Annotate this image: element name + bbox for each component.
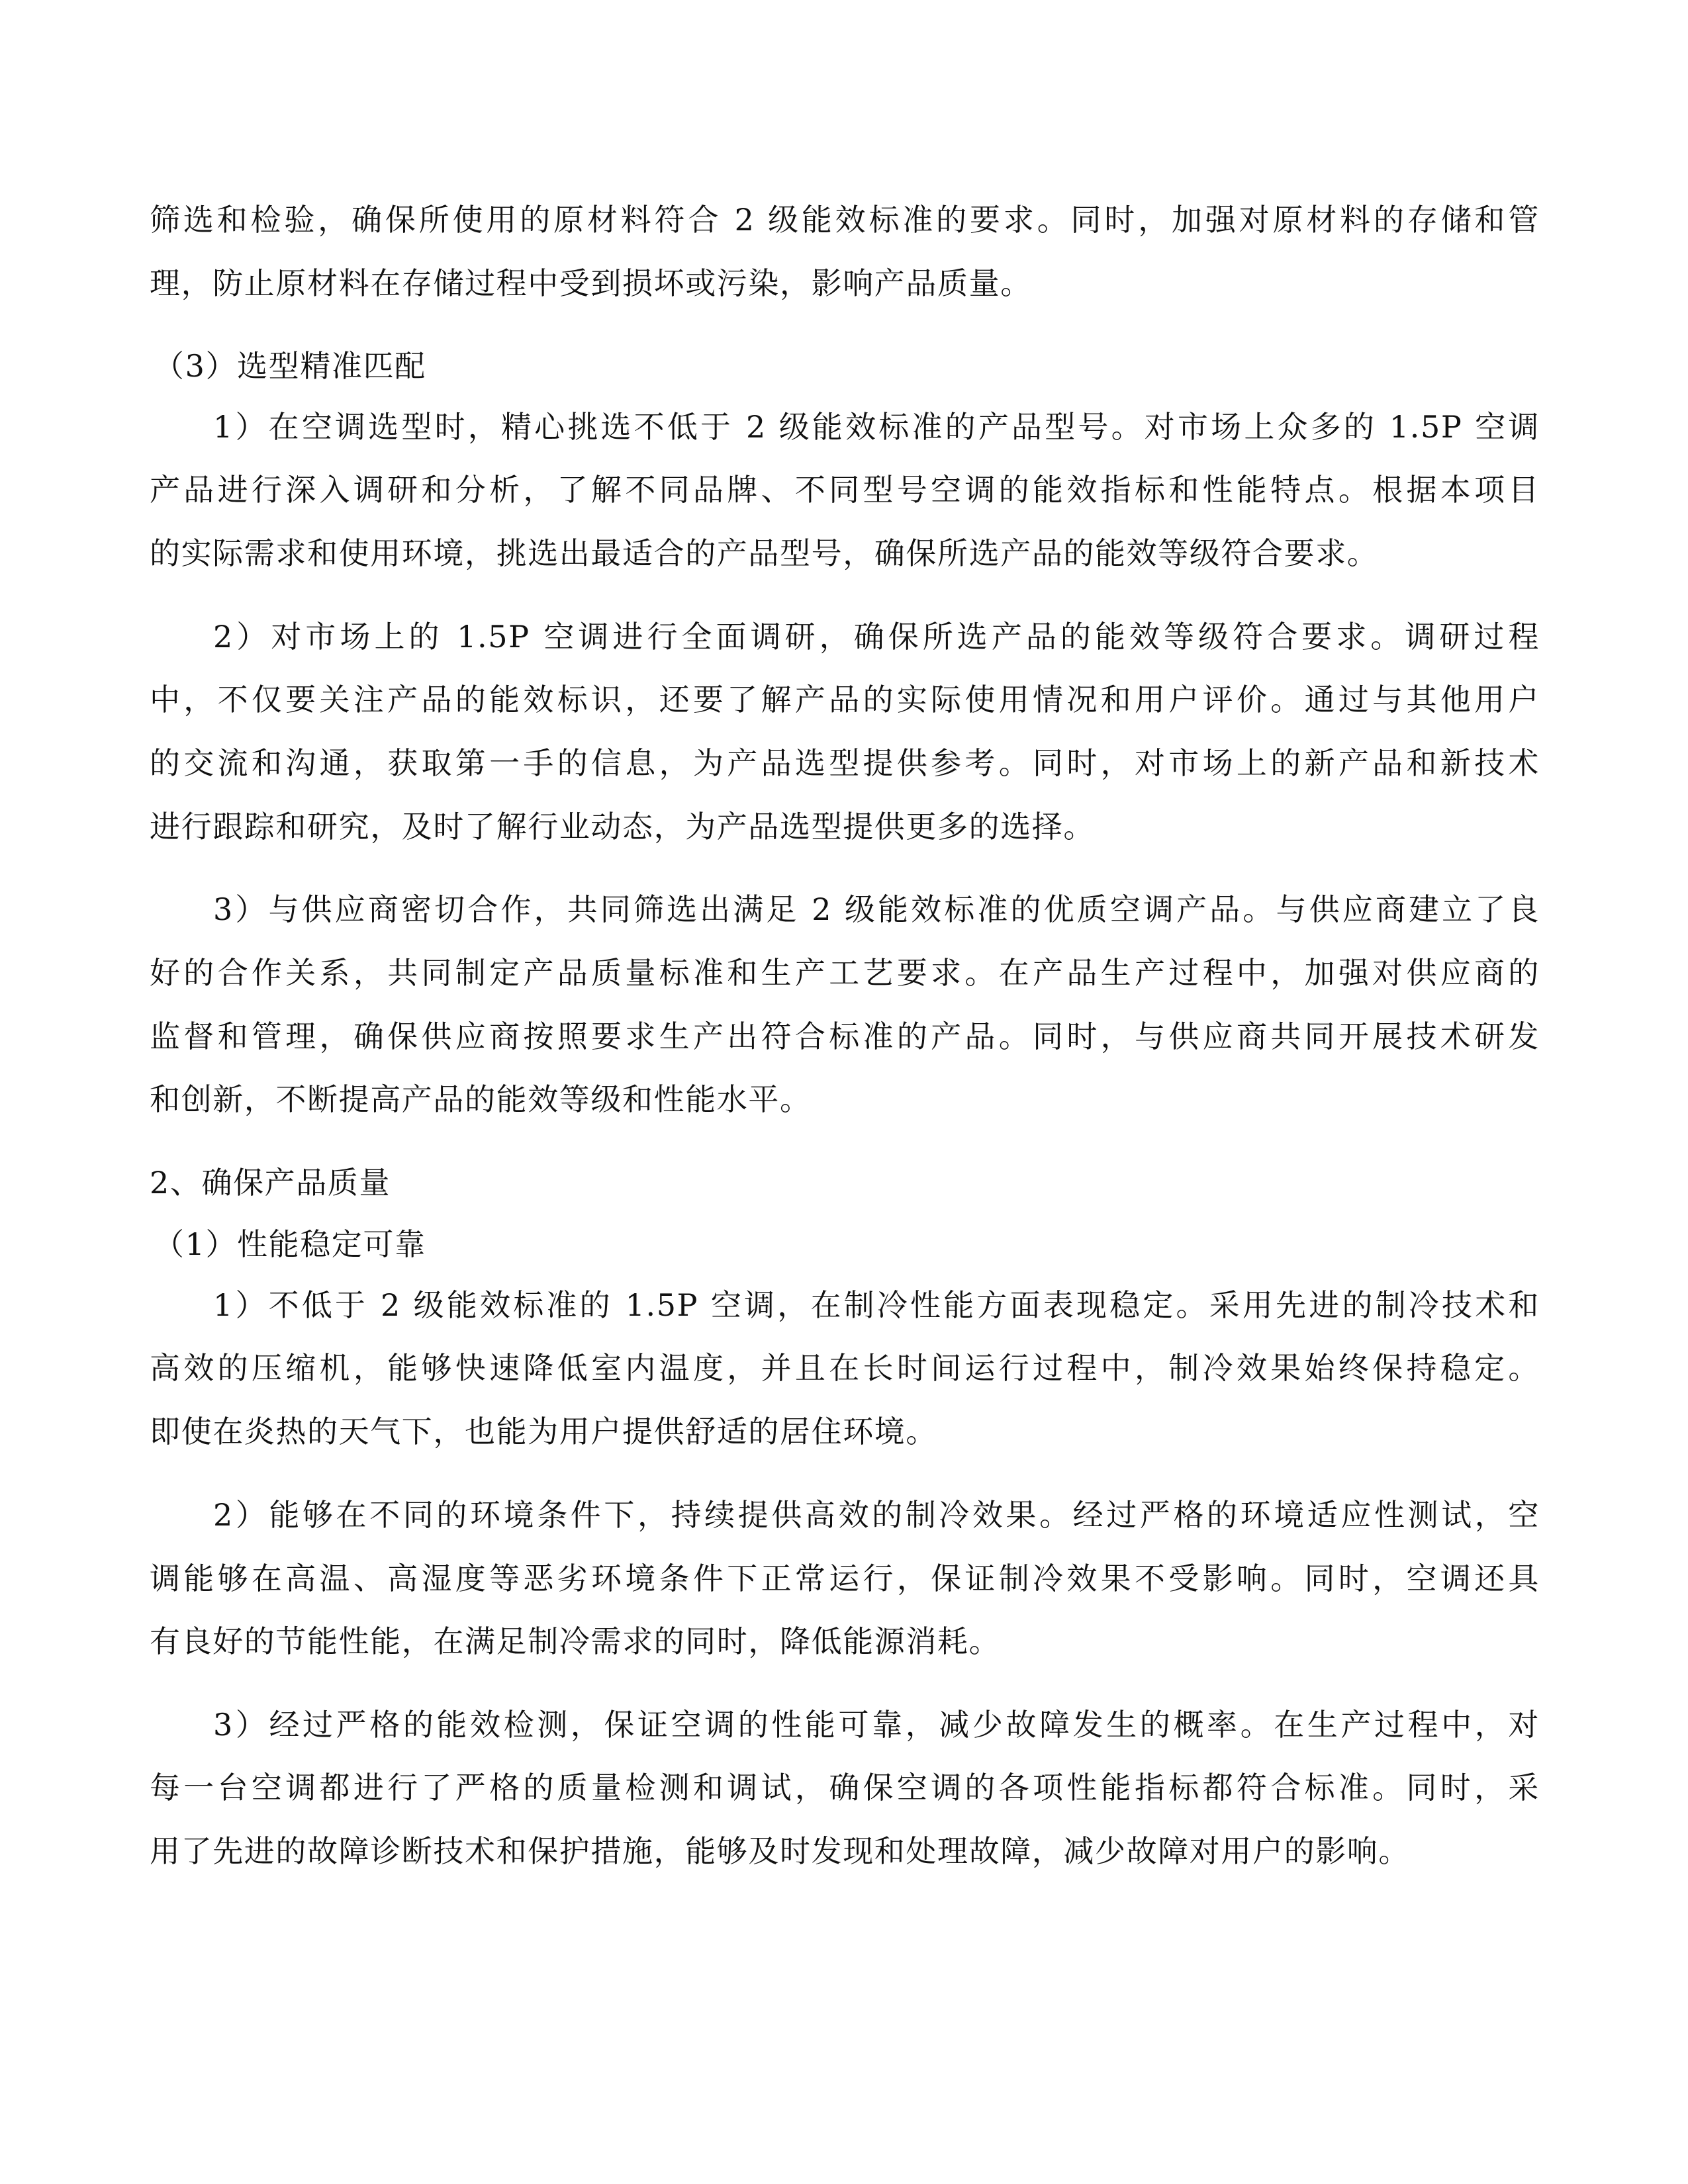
text-line: 产品进行深入调研和分析，了解不同品牌、不同型号空调的能效指标和性能特点。根据本项目 xyxy=(150,472,1540,508)
text-line: 即使在炎热的天气下，也能为用户提供舒适的居住环境。 xyxy=(150,1414,937,1449)
text-line: 3）经过严格的能效检测，保证空调的性能可靠，减少故障发生的概率。在生产过程中，对 xyxy=(213,1707,1540,1743)
text-line: 1）不低于 2 级能效标准的 1.5P 空调，在制冷性能方面表现稳定。采用先进的制冷技术和 xyxy=(213,1287,1540,1323)
text-line: 监督和管理，确保供应商按照要求生产出符合标准的产品。同时，与供应商共同开展技术研发 xyxy=(150,1019,1540,1054)
section-heading-ensure-quality: 2、确保产品质量 xyxy=(150,1165,391,1201)
text-line: 3）与供应商密切合作，共同筛选出满足 2 级能效标准的优质空调产品。与供应商建立了良 xyxy=(213,891,1540,927)
text-line: 高效的压缩机，能够快速降低室内温度，并且在长时间运行过程中，制冷效果始终保持稳定。 xyxy=(150,1350,1540,1386)
text-line: 有良好的节能性能，在满足制冷需求的同时，降低能源消耗。 xyxy=(150,1623,1001,1659)
text-line: 中，不仅要关注产品的能效标识，还要了解产品的实际使用情况和用户评价。通过与其他用户 xyxy=(150,682,1540,717)
text-line: 的交流和沟通，获取第一手的信息，为产品选型提供参考。同时，对市场上的新产品和新技术 xyxy=(150,745,1540,781)
text-line: 筛选和检验，确保所使用的原材料符合 2 级能效标准的要求。同时，加强对原材料的存储和管 xyxy=(150,202,1540,238)
text-line: 2）对市场上的 1.5P 空调进行全面调研，确保所选产品的能效等级符合要求。调研过程 xyxy=(213,619,1540,655)
text-line: 好的合作关系，共同制定产品质量标准和生产工艺要求。在产品生产过程中，加强对供应商的 xyxy=(150,955,1540,991)
text-line: 每一台空调都进行了严格的质量检测和调试，确保空调的各项性能指标都符合标准。同时，采 xyxy=(150,1770,1540,1805)
text-line: 的实际需求和使用环境，挑选出最适合的产品型号，确保所选产品的能效等级符合要求。 xyxy=(150,535,1379,571)
text-line: 进行跟踪和研究，及时了解行业动态，为产品选型提供更多的选择。 xyxy=(150,809,1095,844)
subsection-heading-stable-reliable: （1）性能稳定可靠 xyxy=(154,1226,426,1262)
text-line: 和创新，不断提高产品的能效等级和性能水平。 xyxy=(150,1081,812,1117)
text-line: 1）在空调选型时，精心挑选不低于 2 级能效标准的产品型号。对市场上众多的 1.5P 空调 xyxy=(213,409,1540,445)
section-heading-selection-matching: （3）选型精准匹配 xyxy=(154,348,426,384)
text-line: 2）能够在不同的环境条件下，持续提供高效的制冷效果。经过严格的环境适应性测试，空 xyxy=(213,1497,1540,1533)
text-line: 用了先进的故障诊断技术和保护措施，能够及时发现和处理故障，减少故障对用户的影响。 xyxy=(150,1833,1410,1869)
text-line: 理，防止原材料在存储过程中受到损坏或污染，影响产品质量。 xyxy=(150,265,1032,301)
text-line: 调能够在高温、高湿度等恶劣环境条件下正常运行，保证制冷效果不受影响。同时，空调还具 xyxy=(150,1561,1540,1596)
